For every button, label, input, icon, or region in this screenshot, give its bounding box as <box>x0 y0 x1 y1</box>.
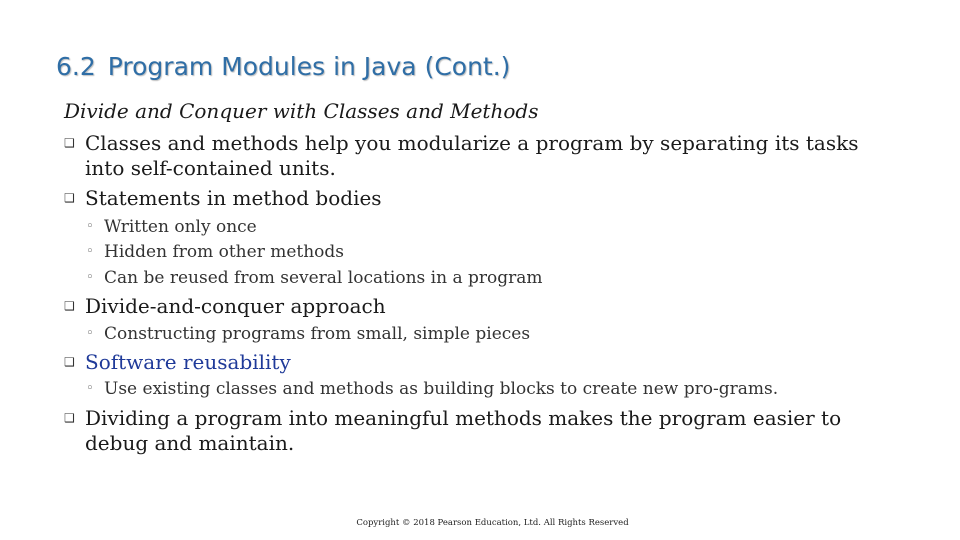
sub-bullet-text: Written only once <box>104 217 257 237</box>
square-bullet-icon: ❑ <box>64 191 75 205</box>
square-bullet-icon: ❑ <box>64 411 75 425</box>
square-bullet-icon: ❑ <box>64 299 75 313</box>
bullet-text: Software reusability <box>85 350 291 374</box>
sub-bullet-item <box>86 241 866 263</box>
square-bullet-icon: ❑ <box>64 355 75 369</box>
sub-bullet-text: Constructing programs from small, simple pieces <box>104 324 531 344</box>
bullet-item <box>64 186 864 211</box>
bullet-item <box>64 350 864 375</box>
bullet-item <box>64 131 864 181</box>
circle-bullet-icon: ◦ <box>86 326 94 341</box>
circle-bullet-icon: ◦ <box>86 244 94 259</box>
sub-bullet-item <box>86 267 866 289</box>
sub-bullet-item <box>86 323 866 345</box>
copyright-footer: Copyright © 2018 Pearson Education, Ltd. All Rights Reserved <box>356 518 629 528</box>
circle-bullet-icon: ◦ <box>86 270 94 285</box>
circle-bullet-icon: ◦ <box>86 219 94 234</box>
sub-bullet-text: Can be reused from several locations in a program <box>104 268 543 288</box>
bullet-item <box>64 406 864 456</box>
title-text: Program Modules in Java (Cont.) <box>107 52 511 81</box>
sub-bullet-text: Hidden from other methods <box>104 242 345 262</box>
sub-bullet-item <box>86 378 866 400</box>
square-bullet-icon: ❑ <box>64 136 75 150</box>
bullet-text: Statements in method bodies <box>85 186 382 210</box>
bullet-item <box>64 294 864 319</box>
slide-subtitle: Divide and Conquer with Classes and Methods <box>64 99 539 123</box>
bullet-text: Dividing a program into meaningful methods makes the program easier to debug and maintain. <box>85 406 842 455</box>
circle-bullet-icon: ◦ <box>86 381 94 396</box>
section-number: 6.2 <box>56 52 96 81</box>
bullet-text: Classes and methods help you modularize a program by separating its tasks into self-contained units. <box>85 131 859 180</box>
slide-title <box>56 52 510 81</box>
sub-bullet-text: Use existing classes and methods as building blocks to create new pro-grams. <box>104 379 779 399</box>
sub-bullet-item <box>86 216 866 238</box>
bullet-text: Divide-and-conquer approach <box>85 294 386 318</box>
